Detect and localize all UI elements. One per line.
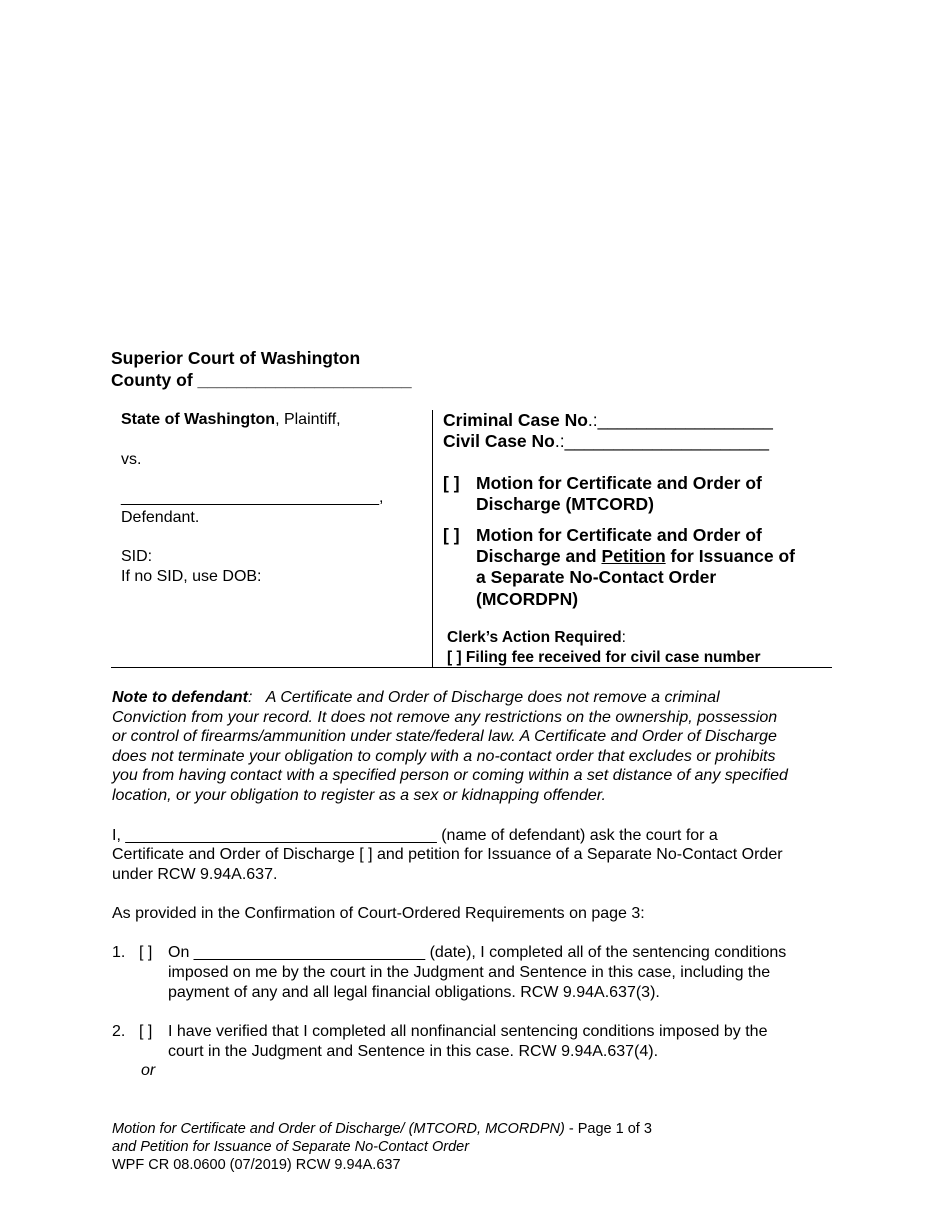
item-1-line-1: imposed on me by the court in the Judgment and Sentence in this case, including the xyxy=(168,964,771,981)
item-2-line-1: court in the Judgment and Sentence in this case. RCW 9.94A.637(4). xyxy=(168,1043,659,1060)
criminal-case-blank: .:__________________ xyxy=(587,410,773,430)
item-2-line-0: I have verified that I completed all nonfinancial sentencing conditions imposed by the xyxy=(168,1023,768,1040)
footer-line-3: WPF CR 08.0600 (07/2019) RCW 9.94A.637 xyxy=(112,1157,401,1173)
note-text-0: A Certificate and Order of Discharge does not remove a criminal xyxy=(265,689,720,706)
county-field: County of ______________________ xyxy=(111,370,412,390)
mcordpn-checkbox[interactable]: [ ] xyxy=(443,525,460,545)
mcordpn-title-line3: a Separate No-Contact Order xyxy=(476,567,717,587)
mcordpn-line2-start: Discharge and xyxy=(476,546,602,566)
item-1-line-2: payment of any and all legal financial obligations. RCW 9.94A.637(3). xyxy=(168,984,660,1001)
note-line-3: does not terminate your obligation to comply with a no-contact order that excludes or prohibits xyxy=(112,748,776,765)
mcordpn-title-line4: (MCORDPN) xyxy=(476,589,579,609)
defendant-name-line: _____________________________, xyxy=(121,489,384,506)
request-line-1: Certificate and Order of Discharge [ ] and petition for Issuance of a Separate No-Contact Order xyxy=(112,846,783,863)
footer-form-title: Motion for Certificate and Order of Discharge/ (MTCORD, MCORDPN) xyxy=(112,1121,565,1137)
item-2-checkbox[interactable]: [ ] xyxy=(139,1023,153,1040)
clerk-action-heading xyxy=(447,628,626,647)
item-2-number: 2. xyxy=(112,1023,126,1040)
note-line-2: or control of firearms/ammunition under state/federal law. A Certificate and Order of Discharge xyxy=(112,728,777,745)
petition-word: Petition xyxy=(601,546,666,566)
request-line-2: under RCW 9.94A.637. xyxy=(112,866,278,883)
criminal-case-label: Criminal Case No xyxy=(443,410,588,430)
defendant-label: Defendant. xyxy=(121,509,200,526)
mcordpn-title-line1: Motion for Certificate and Order of xyxy=(476,525,762,545)
provided-text: As provided in the Confirmation of Court-Ordered Requirements on page 3: xyxy=(112,905,645,922)
or-text: or xyxy=(141,1062,156,1079)
plaintiff-line xyxy=(121,410,341,430)
footer-line-1 xyxy=(112,1120,652,1138)
item-1-line-0: On __________________________ (date), I completed all of the sentencing conditions xyxy=(168,944,787,961)
mcordpn-title-line2 xyxy=(476,546,795,567)
mtcord-title-line2: Discharge (MTCORD) xyxy=(476,494,654,514)
note-line-5: location, or your obligation to register as a sex or kidnapping offender. xyxy=(112,787,606,804)
caption-divider-vertical xyxy=(432,410,433,668)
caption-divider-horizontal xyxy=(111,667,832,668)
sid-label: SID: xyxy=(121,548,153,565)
mtcord-checkbox[interactable]: [ ] xyxy=(443,473,460,493)
note-colon: : xyxy=(248,689,253,706)
plaintiff-role: , Plaintiff, xyxy=(275,411,341,428)
item-1-checkbox[interactable]: [ ] xyxy=(139,944,153,961)
footer-page-number: - Page 1 of 3 xyxy=(564,1121,652,1137)
dob-label: If no SID, use DOB: xyxy=(121,568,262,585)
item-1-number: 1. xyxy=(112,944,126,961)
civil-case-number xyxy=(443,431,769,452)
court-name: Superior Court of Washington xyxy=(111,348,361,368)
note-line-1: Conviction from your record. It does not remove any restrictions on the ownership, possession xyxy=(112,709,778,726)
note-label: Note to defendant xyxy=(112,689,248,706)
request-line-0: I, ___________________________________ (name of defendant) ask the court for a xyxy=(112,827,718,844)
civil-case-blank: .:_____________________ xyxy=(554,431,769,451)
filing-fee-checkbox[interactable]: [ ] Filing fee received for civil case number xyxy=(447,649,761,666)
footer-line-2: and Petition for Issuance of Separate No-Contact Order xyxy=(112,1139,470,1155)
plaintiff-name: State of Washington xyxy=(121,411,276,428)
clerk-action-colon: : xyxy=(621,629,626,646)
mcordpn-line2-end: for Issuance of xyxy=(665,546,795,566)
mtcord-title-line1: Motion for Certificate and Order of xyxy=(476,473,762,493)
clerk-action-label: Clerk’s Action Required xyxy=(447,629,622,646)
criminal-case-number xyxy=(443,410,773,431)
note-line-4: you from having contact with a specified person or coming within a set distance of any specified xyxy=(112,767,788,784)
civil-case-label: Civil Case No xyxy=(443,431,555,451)
note-line-0 xyxy=(112,688,720,708)
versus-text: vs. xyxy=(121,451,142,468)
